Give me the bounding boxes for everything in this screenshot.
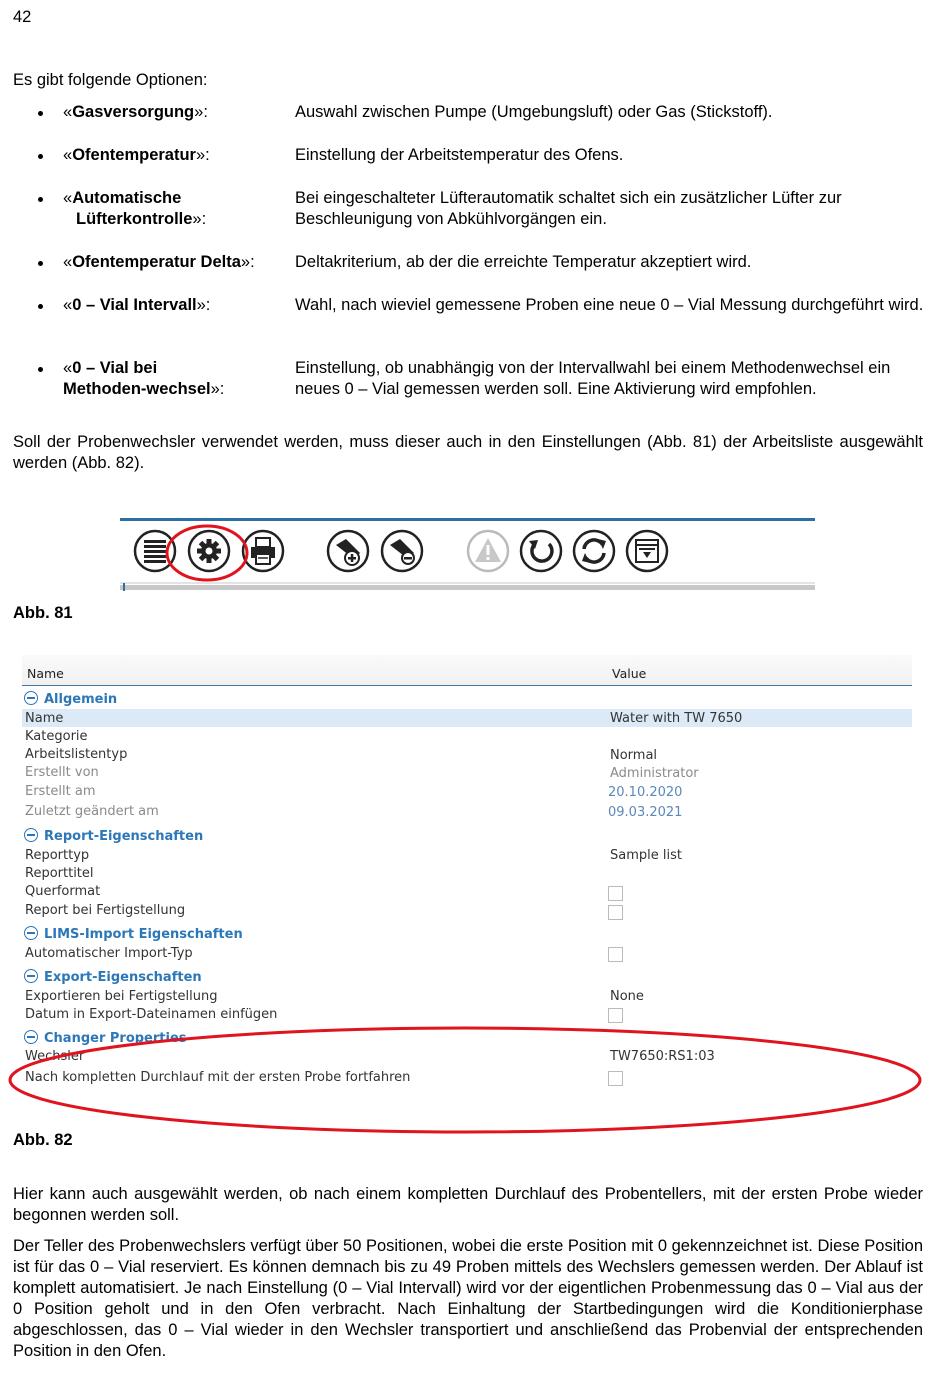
option-description: Deltakriterium, ab der die erreichte Temperatur akzeptiert wird.	[295, 253, 752, 271]
paragraph: Soll der Probenwechsler verwendet werden, muss dieser auch in den Einstellungen (Abb. 81) der Arbeitsliste ausgewählt werden (Abb. 82).	[13, 433, 923, 472]
option-description: Auswahl zwischen Pumpe (Umgebungsluft) oder Gas (Stickstoff).	[295, 103, 773, 121]
figure-caption: Abb. 82	[13, 1131, 73, 1149]
paragraph: Hier kann auch ausgewählt werden, ob nach einem kompletten Durchlauf des Probentellers, mit der ersten Probe wieder begonnen werden soll.	[13, 1185, 923, 1224]
collapse-icon[interactable]	[24, 969, 38, 983]
refresh-icon[interactable]	[572, 529, 616, 573]
bullet	[38, 111, 43, 116]
querformat-checkbox[interactable]	[608, 886, 623, 901]
collapse-icon[interactable]	[24, 828, 38, 842]
option-label: «Automatische	[63, 189, 182, 207]
bullet	[38, 367, 43, 372]
selected-row-highlight	[22, 709, 912, 727]
highlight-circle	[164, 523, 250, 583]
bullet	[38, 261, 43, 266]
option-description: Einstellung, ob unabhängig von der Intervallwahl bei einem Methodenwechsel ein neues 0 – Vial gemessen werden soll. Eine Aktivierung wird empfohlen.	[295, 359, 891, 398]
option-label: «Gasversorgung»:	[63, 103, 208, 121]
group-allgemein[interactable]: Allgemein	[24, 691, 117, 707]
prop-erstellt-von: Erstellt von	[25, 765, 99, 780]
prop-reporttitel[interactable]: Reporttitel	[25, 866, 94, 881]
prop-nach-kompletten-durchlauf[interactable]: Nach kompletten Durchlauf mit der ersten Probe fortfahren	[25, 1070, 411, 1085]
prop-name-value[interactable]: Water with TW 7650	[610, 711, 743, 726]
prop-erstellt-am: Erstellt am	[25, 784, 96, 799]
grid-header	[22, 655, 912, 685]
prop-name[interactable]: Name	[25, 711, 64, 726]
bullet	[38, 154, 43, 159]
undo-icon[interactable]	[519, 529, 563, 573]
import-icon[interactable]	[625, 529, 669, 573]
prop-erstellt-von-value: Administrator	[610, 766, 699, 781]
group-export-eigenschaften[interactable]: Export-Eigenschaften	[24, 969, 202, 985]
option-label: «0 – Vial Intervall»:	[63, 296, 211, 314]
prop-zuletzt-geaendert: Zuletzt geändert am	[25, 804, 159, 819]
prop-automatischer-import-typ[interactable]: Automatischer Import-Typ	[25, 946, 193, 961]
prop-datum-export[interactable]: Datum in Export-Dateinamen einfügen	[25, 1007, 278, 1022]
prop-exportieren-value[interactable]: None	[610, 989, 644, 1004]
prop-kategorie[interactable]: Kategorie	[25, 729, 88, 744]
option-label: «Ofentemperatur Delta»:	[63, 253, 255, 271]
figure-caption: Abb. 81	[13, 604, 73, 622]
option-label-line2: Methoden-wechsel»:	[63, 380, 225, 398]
toolbar-bottom-border	[120, 585, 815, 590]
option-label-line2: Lüfterkontrolle»:	[76, 210, 207, 228]
collapse-icon[interactable]	[24, 691, 38, 705]
remove-sample-icon[interactable]	[380, 529, 424, 573]
column-header-name[interactable]: Name	[27, 666, 64, 681]
highlight-ellipse	[8, 1026, 922, 1134]
option-description: Einstellung der Arbeitstemperatur des Ofens.	[295, 146, 624, 164]
paragraph: Der Teller des Probenwechslers verfügt über 50 Positionen, wobei die erste Position mit 0 gekennzeichnet ist. Diese Position ist für das 0 – Vial reserviert. Es können demnach bis zu 49 Proben mittels des Wechslers gemessen werden. Der Ablauf ist komplett automatisiert. Je nach Einstellung (0 – Vial Intervall) wird vor der eigentlichen Probenmessung das 0 – Vial aus der 0 Position geholt und in den Ofen verbracht. Nach Einhaltung der Startbedingungen wird die Konditionierphase abgeschlossen, das 0 – Vial wieder in den Wechsler transportiert und anschließend das Probenvial der entsprechenden Position in den Ofen.	[13, 1237, 923, 1360]
prop-arbeitslistentyp[interactable]: Arbeitslistentyp	[25, 747, 128, 762]
prop-reporttyp[interactable]: Reporttyp	[25, 848, 90, 863]
group-changer-properties[interactable]: Changer Properties	[24, 1030, 187, 1046]
option-description: Wahl, nach wieviel gemessene Proben eine neue 0 – Vial Messung durchgeführt wird.	[295, 296, 924, 314]
page-number: 42	[13, 8, 32, 26]
warning-icon[interactable]	[466, 529, 510, 573]
option-description: Bei eingeschalteter Lüfterautomatik schaltet sich ein zusätzlicher Lüfter zur Beschleunigung von Abkühlvorgängen ein.	[295, 189, 842, 228]
add-sample-icon[interactable]	[326, 529, 370, 573]
prop-erstellt-am-value: 20.10.2020	[608, 785, 683, 800]
group-report-eigenschaften[interactable]: Report-Eigenschaften	[24, 828, 203, 844]
toolbar-marker	[123, 583, 125, 591]
prop-reporttyp-value[interactable]: Sample list	[610, 848, 682, 863]
toolbar-top-border	[120, 518, 815, 521]
report-fertigstellung-checkbox[interactable]	[608, 905, 623, 920]
prop-report-bei-fertigstellung[interactable]: Report bei Fertigstellung	[25, 903, 186, 918]
group-lims-import[interactable]: LIMS-Import Eigenschaften	[24, 926, 243, 942]
toolbar-screenshot	[120, 518, 815, 593]
prop-zuletzt-geaendert-value: 09.03.2021	[608, 805, 683, 820]
prop-arbeitslistentyp-value[interactable]: Normal	[610, 748, 658, 763]
bullet	[38, 304, 43, 309]
auto-import-checkbox[interactable]	[608, 947, 623, 962]
option-label: «Ofentemperatur»:	[63, 146, 210, 164]
options-intro: Es gibt folgende Optionen:	[13, 71, 208, 89]
bullet	[38, 197, 43, 202]
collapse-icon[interactable]	[24, 926, 38, 940]
prop-exportieren-bei-fertigstellung[interactable]: Exportieren bei Fertigstellung	[25, 989, 218, 1004]
prop-wechsler-value[interactable]: TW7650:RS1:03	[610, 1049, 715, 1064]
prop-querformat[interactable]: Querformat	[25, 884, 101, 899]
datum-export-checkbox[interactable]	[608, 1008, 623, 1023]
header-divider	[22, 685, 912, 686]
prop-wechsler[interactable]: Wechsler	[25, 1049, 85, 1064]
option-label: «0 – Vial bei	[63, 359, 158, 377]
column-header-value[interactable]: Value	[612, 666, 647, 681]
